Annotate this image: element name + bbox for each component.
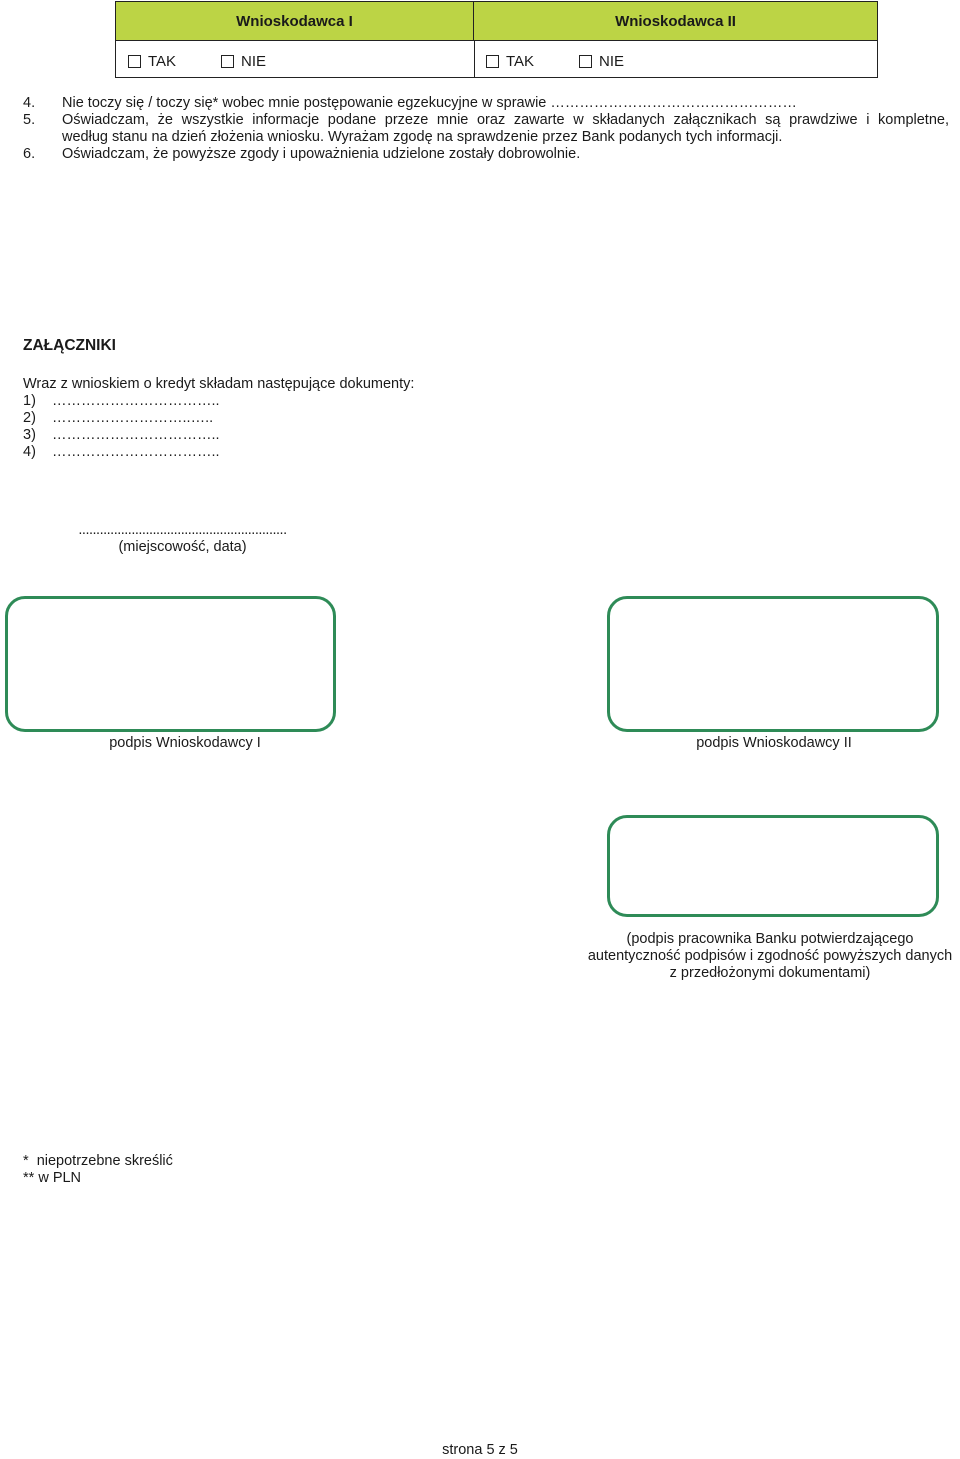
option-label: TAK — [148, 53, 177, 70]
statement-text-line-2: według stanu na dzień złożenia wniosku. Wyrażam zgodę na sprawdzenie przez Bank podanych tych informacji. — [62, 129, 783, 145]
attachments-intro: Wraz z wnioskiem o kredyt składam następujące dokumenty: — [23, 376, 415, 392]
statement-text-line-1: Oświadczam, że wszystkie informacje podane przeze mnie oraz zawarte w składanych załącznikach są prawdziwe i kompletne, — [62, 112, 949, 128]
column-divider — [474, 41, 475, 77]
checkbox-icon[interactable] — [128, 55, 141, 68]
place-date-label: (miejscowość, data) — [118, 539, 247, 555]
attachment-item-4: 4) …………………………….. — [23, 444, 220, 460]
footnote-1: * niepotrzebne skreślić — [23, 1153, 173, 1169]
option-label: TAK — [506, 53, 535, 70]
applicant-table — [115, 1, 878, 78]
applicant-1-header: Wnioskodawca I — [116, 2, 474, 41]
place-date-dots: ........................................................... — [78, 522, 287, 538]
attachments-heading: ZAŁĄCZNIKI — [23, 337, 116, 354]
bank-label-line-3: z przedłożonymi dokumentami) — [669, 965, 871, 981]
applicant-2-header: Wnioskodawca II — [474, 2, 877, 41]
checkbox-icon[interactable] — [486, 55, 499, 68]
signature-box-applicant-1[interactable] — [5, 596, 336, 732]
signature-label-bank — [580, 931, 960, 982]
bank-label-line-2: autentyczność podpisów i zgodność powyższych danych — [587, 948, 953, 964]
signature-box-applicant-2[interactable] — [607, 596, 939, 732]
applicant-2-yes-option[interactable] — [486, 53, 534, 70]
attachment-item-2: 2) ………………………..….. — [23, 410, 214, 426]
option-label: NIE — [241, 53, 267, 70]
applicant-1-yes-option[interactable] — [128, 53, 176, 70]
statement-number: 5. — [23, 112, 36, 128]
statement-text: Oświadczam, że powyższe zgody i upoważnienia udzielone zostały dobrowolnie. — [62, 146, 581, 162]
applicant-2-no-option[interactable] — [579, 53, 624, 70]
page-number: strona 5 z 5 — [442, 1442, 518, 1458]
statement-text: Nie toczy się / toczy się* wobec mnie postępowanie egzekucyjne w sprawie …………………………………………… — [62, 95, 797, 111]
signature-label-applicant-1: podpis Wnioskodawcy I — [109, 735, 261, 751]
checkbox-icon[interactable] — [579, 55, 592, 68]
option-label: NIE — [599, 53, 625, 70]
statement-5 — [23, 112, 949, 146]
footnote-2: ** w PLN — [23, 1170, 82, 1186]
attachment-item-1: 1) …………………………….. — [23, 393, 220, 409]
attachment-item-3: 3) …………………………….. — [23, 427, 220, 443]
statement-number: 6. — [23, 146, 36, 162]
signature-box-bank[interactable] — [607, 815, 939, 917]
applicant-1-no-option[interactable] — [221, 53, 266, 70]
statement-number: 4. — [23, 95, 36, 111]
bank-label-line-1: (podpis pracownika Banku potwierdzającego — [626, 931, 914, 947]
signature-label-applicant-2: podpis Wnioskodawcy II — [696, 735, 852, 751]
checkbox-icon[interactable] — [221, 55, 234, 68]
